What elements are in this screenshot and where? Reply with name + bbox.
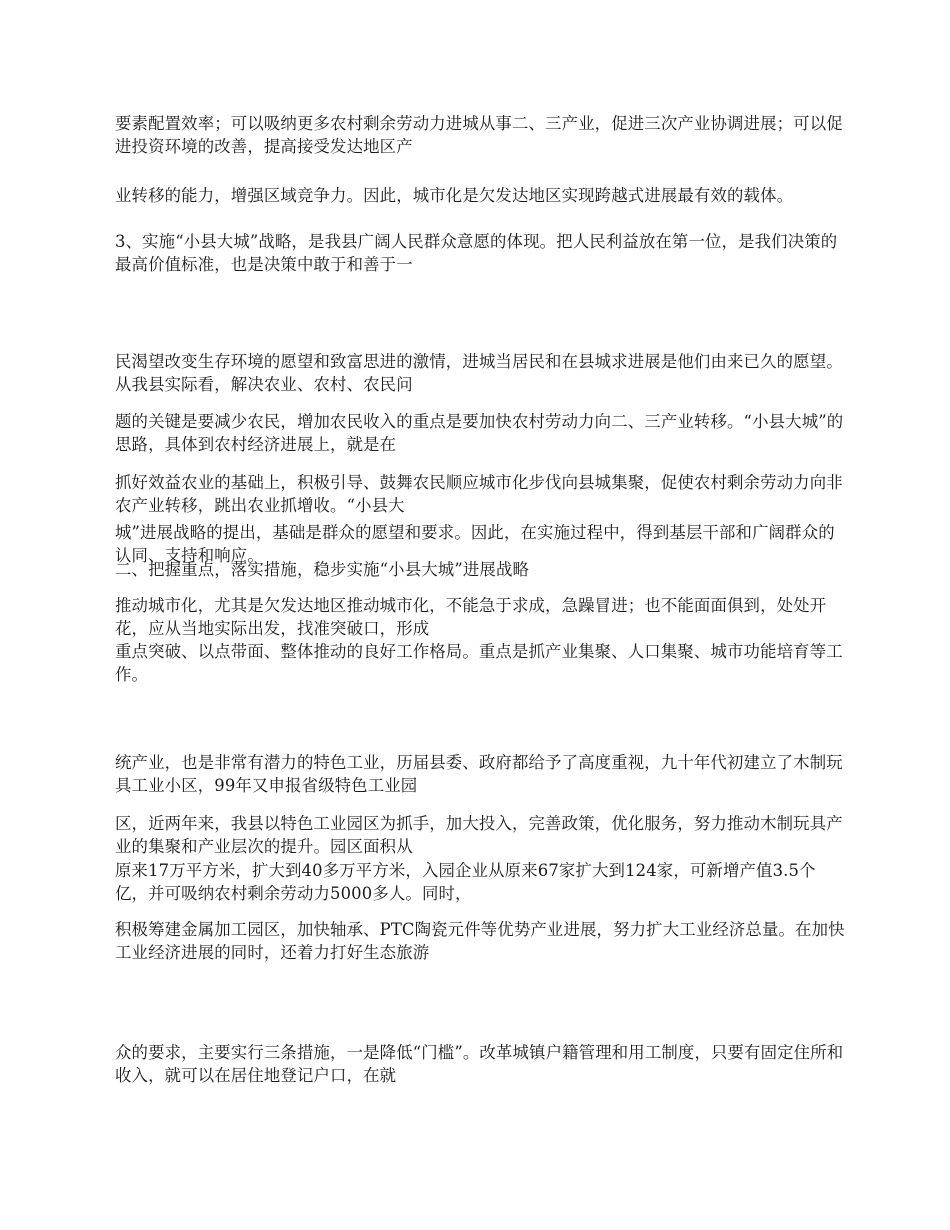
paragraph-9: 重点突破、以点带面、整体推动的良好工作格局。重点是抓产业集聚、人口集聚、城市功能培育等工作。 — [115, 642, 843, 684]
paragraph-13: 积极筹建金属加工园区，加快轴承、PTC陶瓷元件等优势产业进展，努力扩大工业经济总量。在加快工业经济进展的同时，还着力打好生态旅游 — [115, 920, 845, 962]
paragraph-4: 民渴望改变生存环境的愿望和致富思进的激情，进城当居民和在县城求进展是他们由来已久的愿望。从我县实际看，解决农业、农村、农民问 — [115, 352, 843, 394]
paragraph-5: 题的关键是要减少农民，增加农民收入的重点是要加快农村劳动力向二、三产业转移。“小县大城”的思路，具体到农村经济进展上，就是在 — [115, 412, 844, 454]
paragraph-10: 统产业，也是非常有潜力的特色工业，历届县委、政府都给予了高度重视，九十年代初建立了木制玩具工业小区，99年又申报省级特色工业园 — [115, 753, 843, 795]
paragraph-14: 众的要求，主要实行三条措施，一是降低“门槛”。改革城镇户籍管理和用工制度，只要有固定住所和收入，就可以在居住地登记户口，在就 — [115, 1043, 844, 1085]
paragraph-7: 城”进展战略的提出，基础是群众的愿望和要求。因此，在实施过程中，得到基层干部和广阔群众的认同、支持和响应。 — [115, 523, 835, 565]
paragraph-6: 抓好效益农业的基础上，积极引导、鼓舞农民顺应城市化步伐向县城集聚，促使农村剩余劳动力向非农产业转移，跳出农业抓增收。“小县大 — [115, 473, 843, 515]
paragraph-8: 推动城市化，尤其是欠发达地区推动城市化，不能急于求成，急躁冒进；也不能面面俱到，处处开花，应从当地实际出发，找准突破口，形成 — [115, 596, 827, 638]
document-page — [115, 0, 845, 1230]
paragraph-3: 3、实施“小县大城”战略，是我县广阔人民群众意愿的体现。把人民利益放在第一位，是我们决策的最高价值标准，也是决策中敢于和善于一 — [115, 232, 838, 274]
section-heading: 二、把握重点，落实措施，稳步实施“小县大城”进展战略 — [115, 560, 530, 579]
paragraph-11: 区，近两年来，我县以特色工业园区为抓手，加大投入，完善政策，优化服务，努力推动木制玩具产业的集聚和产业层次的提升。园区面积从 — [115, 814, 843, 856]
paragraph-1: 要素配置效率；可以吸纳更多农村剩余劳动力进城从事二、三产业，促进三次产业协调进展；可以促进投资环境的改善，提高接受发达地区产 — [115, 114, 843, 156]
paragraph-2: 业转移的能力，增强区域竞争力。因此，城市化是欠发达地区实现跨越式进展最有效的载体。 — [115, 186, 794, 205]
paragraph-12: 原来17万平方米，扩大到40多万平方米，入园企业从原来67家扩大到124家，可新增产值3.5个亿，并可吸纳农村剩余劳动力5000多人。同时， — [115, 861, 816, 903]
